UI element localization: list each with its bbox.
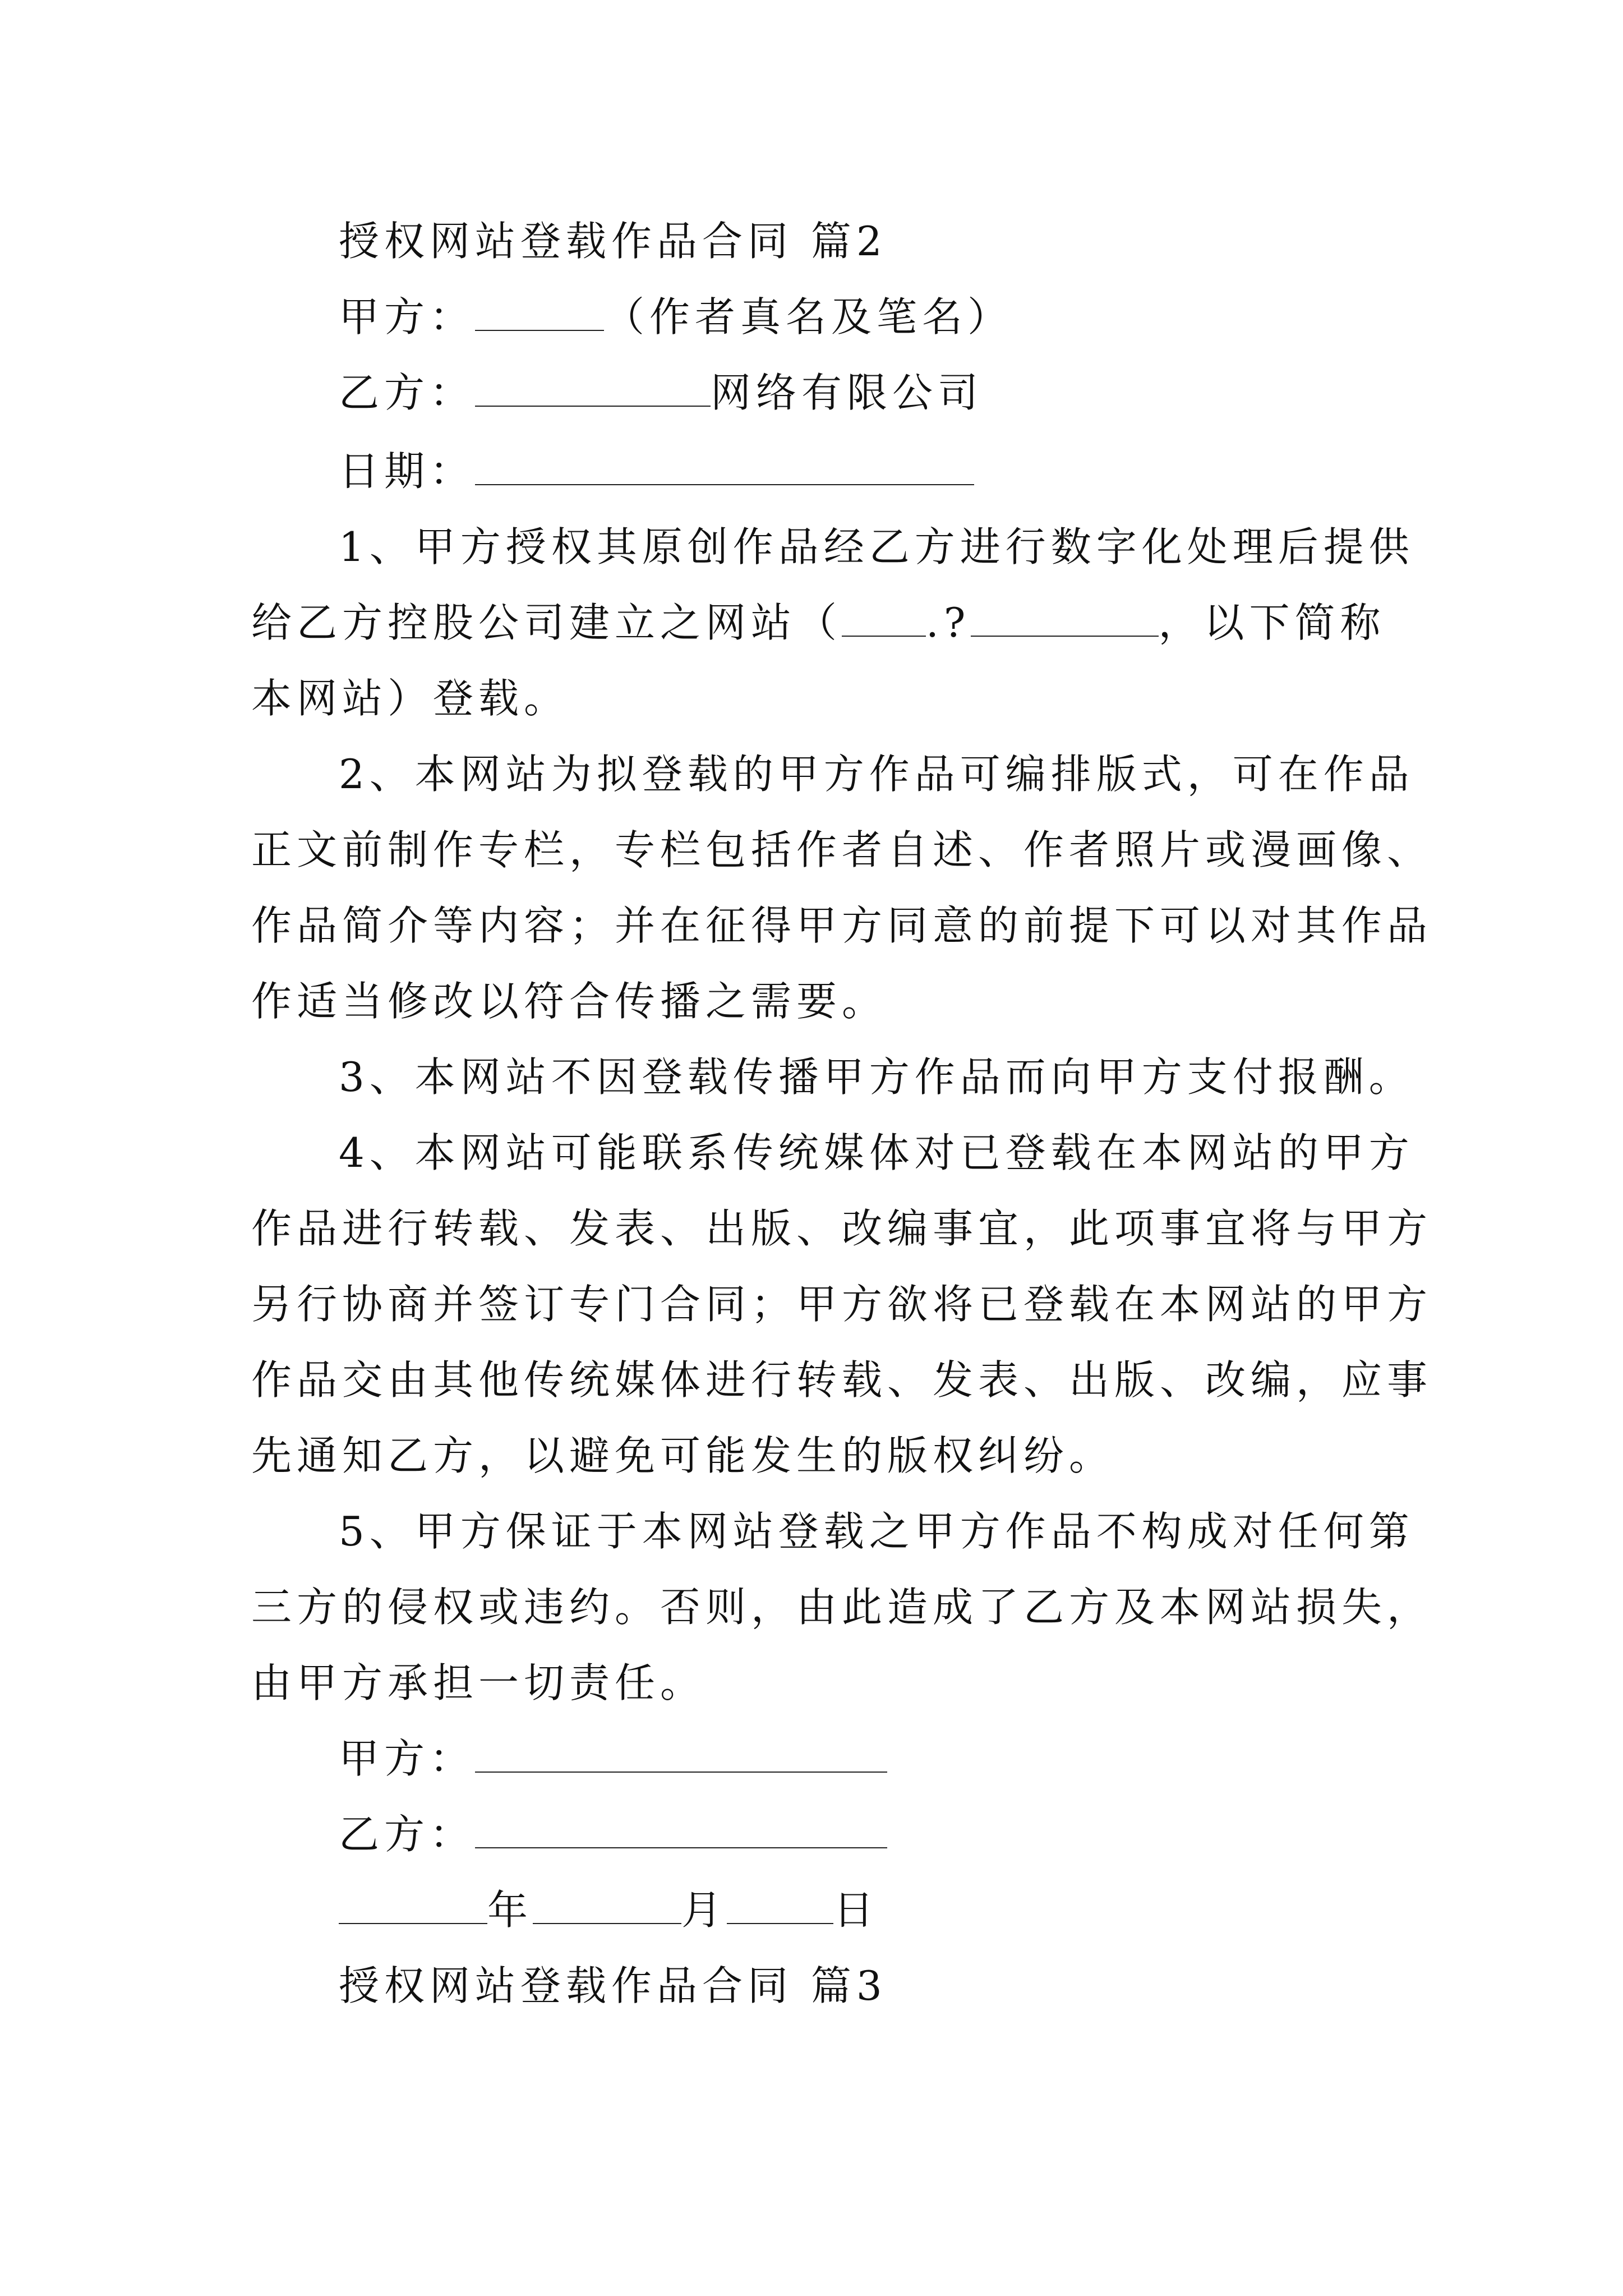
party-a-name-blank bbox=[475, 291, 604, 331]
month-blank bbox=[533, 1884, 681, 1924]
clause-1-line-1: 1、甲方授权其原创作品经乙方进行数字化处理后提供 bbox=[339, 523, 1414, 570]
clause-5-line-3: 由甲方承担一切责任。 bbox=[251, 1659, 706, 1706]
month-label: 月 bbox=[681, 1887, 727, 1934]
party-a-suffix: （作者真名及笔名） bbox=[604, 293, 1013, 341]
party-a-header-line bbox=[339, 289, 1494, 345]
clause-1-line-3: 本网站）登载。 bbox=[251, 675, 570, 722]
clause-1-text-b: .? bbox=[926, 599, 971, 646]
year-label: 年 bbox=[487, 1887, 533, 1934]
clause-4-line-1: 4、本网站可能联系传统媒体对已登载在本网站的甲方 bbox=[339, 1129, 1414, 1176]
party-b-name-blank bbox=[475, 366, 711, 407]
clause-2-line-2: 正文前制作专栏，专栏包括作者自述、作者照片或漫画像、 bbox=[251, 826, 1433, 873]
date-blank bbox=[475, 445, 974, 485]
clause-1-text-a: 给乙方控股公司建立之网站（ bbox=[251, 599, 842, 646]
clause-4-line-5: 先通知乙方，以避免可能发生的版权纠纷。 bbox=[251, 1432, 1115, 1479]
signature-party-a-line bbox=[339, 1731, 1494, 1787]
clause-5-line-1: 5、甲方保证于本网站登载之甲方作品不构成对任何第 bbox=[339, 1508, 1414, 1555]
clause-2-line-4: 作适当修改以符合传播之需要。 bbox=[251, 978, 888, 1025]
day-label: 日 bbox=[833, 1887, 879, 1934]
signature-date-line bbox=[339, 1882, 1494, 1938]
signature-party-b-blank bbox=[475, 1808, 887, 1848]
signature-party-a-blank bbox=[475, 1732, 887, 1773]
section-title-3: 授权网站登载作品合同 篇3 bbox=[339, 1962, 887, 2009]
date-label: 日期： bbox=[339, 448, 476, 495]
clause-1-line-2 bbox=[251, 595, 1407, 651]
signature-party-b-line bbox=[339, 1806, 1494, 1862]
clause-5-line-2: 三方的侵权或违约。否则，由此造成了乙方及本网站损失， bbox=[251, 1584, 1433, 1631]
clause-2-line-1: 2、本网站为拟登载的甲方作品可编排版式，可在作品 bbox=[339, 751, 1414, 798]
party-a-label: 甲方： bbox=[339, 293, 476, 341]
clause-4-line-3: 另行协商并签订专门合同；甲方欲将已登载在本网站的甲方 bbox=[251, 1281, 1433, 1328]
date-line bbox=[339, 443, 1494, 499]
clause-4-line-4: 作品交由其他传统媒体进行转载、发表、出版、改编，应事 bbox=[251, 1356, 1433, 1404]
section-title-2: 授权网站登载作品合同 篇2 bbox=[339, 218, 887, 265]
clause-2-line-3: 作品简介等内容；并在征得甲方同意的前提下可以对其作品 bbox=[251, 902, 1433, 949]
party-b-header-line bbox=[339, 365, 1494, 421]
clause-1-text-c: ，以下简称 bbox=[1158, 599, 1386, 646]
party-b-suffix: 网络有限公司 bbox=[711, 369, 984, 416]
website-name-blank bbox=[842, 596, 926, 637]
day-blank bbox=[727, 1884, 833, 1924]
signature-party-a-label: 甲方： bbox=[339, 1735, 476, 1782]
website-domain-blank bbox=[971, 596, 1159, 637]
clause-3-line-1: 3、本网站不因登载传播甲方作品而向甲方支付报酬。 bbox=[339, 1053, 1414, 1101]
party-b-label: 乙方： bbox=[339, 369, 476, 416]
signature-party-b-label: 乙方： bbox=[339, 1811, 476, 1858]
clause-4-line-2: 作品进行转载、发表、出版、改编事宜，此项事宜将与甲方 bbox=[251, 1205, 1433, 1252]
year-blank bbox=[339, 1884, 487, 1924]
